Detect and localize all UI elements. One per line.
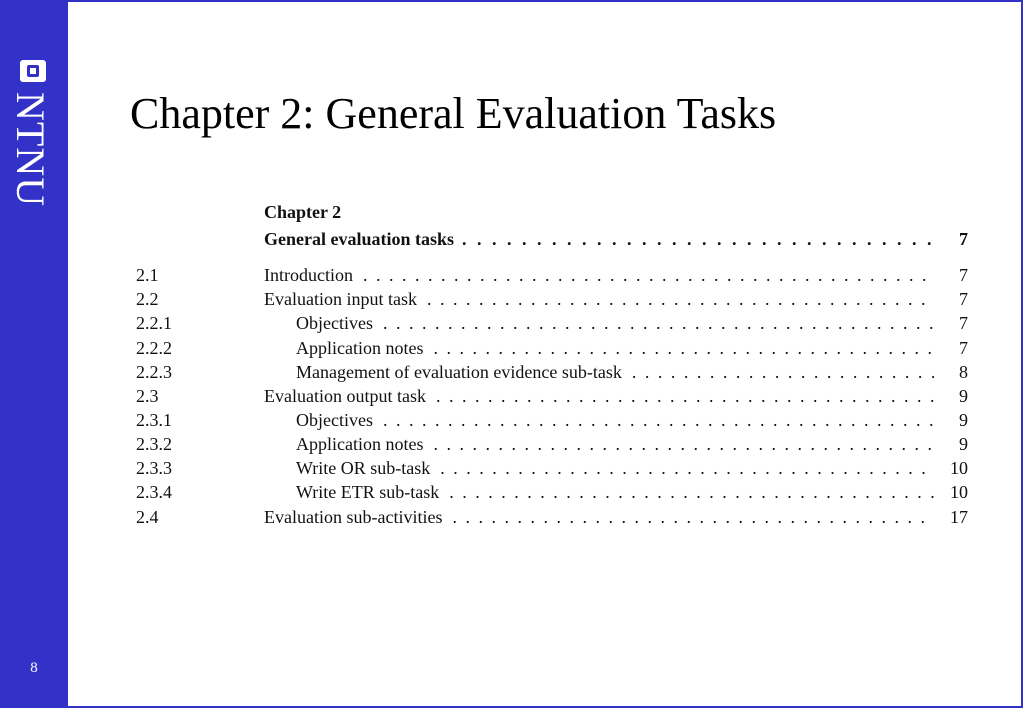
section-number: 2.2.3	[136, 362, 172, 382]
section-number: 2.3.1	[136, 410, 172, 430]
section-number: 2.3.2	[136, 434, 172, 454]
section-title: Objectives	[296, 313, 373, 333]
section-page-number: 7	[959, 338, 968, 358]
section-page-number: 10	[950, 482, 968, 502]
leader-dots	[440, 458, 934, 479]
section-number: 2.2	[136, 289, 159, 309]
section-title: Evaluation input task	[264, 289, 417, 309]
leader-dots	[383, 410, 934, 431]
section-title: Application notes	[296, 338, 424, 358]
leader-dots	[436, 386, 934, 407]
leader-dots	[433, 434, 934, 455]
section-page-number: 8	[959, 362, 968, 382]
toc-row	[136, 265, 968, 289]
section-page-number: 10	[950, 458, 968, 478]
section-title: Introduction	[264, 265, 353, 285]
section-page-number: 9	[959, 386, 968, 406]
section-number: 2.2.1	[136, 313, 172, 333]
leader-dots	[462, 229, 940, 250]
section-page-number: 7	[959, 313, 968, 333]
section-title: Evaluation sub-activities	[264, 507, 443, 527]
section-number: 2.2.2	[136, 338, 172, 358]
section-page-number: 9	[959, 410, 968, 430]
toc-row	[136, 338, 968, 362]
section-number: 2.4	[136, 507, 159, 527]
toc-row	[136, 362, 968, 386]
section-title: Management of evaluation evidence sub-task	[296, 362, 622, 382]
section-number: 2.1	[136, 265, 159, 285]
leader-dots	[433, 338, 934, 359]
section-title: Write OR sub-task	[296, 458, 431, 478]
leader-dots	[632, 362, 934, 383]
section-title: Evaluation output task	[264, 386, 426, 406]
page-number: 8	[30, 660, 38, 676]
section-page-number: 9	[959, 434, 968, 454]
toc-row	[136, 458, 968, 482]
toc-row	[136, 507, 968, 531]
toc-row	[136, 289, 968, 313]
leader-dots	[427, 289, 934, 310]
toc-row	[136, 482, 968, 506]
toc-row	[136, 434, 968, 458]
section-page-number: 7	[959, 289, 968, 309]
section-number: 2.3	[136, 386, 159, 406]
section-page-number: 7	[959, 265, 968, 285]
toc-row	[136, 313, 968, 337]
chapter-entry	[264, 229, 968, 253]
ntnu-logo-text: NTNU	[8, 92, 53, 208]
toc-row	[136, 386, 968, 410]
section-title: Write ETR sub-task	[296, 482, 440, 502]
section-title: Application notes	[296, 434, 424, 454]
leader-dots	[449, 482, 934, 503]
chapter-label: Chapter 2	[264, 202, 342, 222]
section-number: 2.3.4	[136, 482, 172, 502]
section-number: 2.3.3	[136, 458, 172, 478]
slide-title: Chapter 2: General Evaluation Tasks	[130, 89, 777, 138]
section-title: Objectives	[296, 410, 373, 430]
section-page-number: 17	[950, 507, 968, 527]
toc-row	[136, 410, 968, 434]
chapter-page-number: 7	[959, 229, 968, 249]
chapter-title: General evaluation tasks	[264, 229, 455, 249]
leader-dots	[363, 265, 934, 286]
leader-dots	[383, 313, 934, 334]
leader-dots	[452, 507, 934, 528]
